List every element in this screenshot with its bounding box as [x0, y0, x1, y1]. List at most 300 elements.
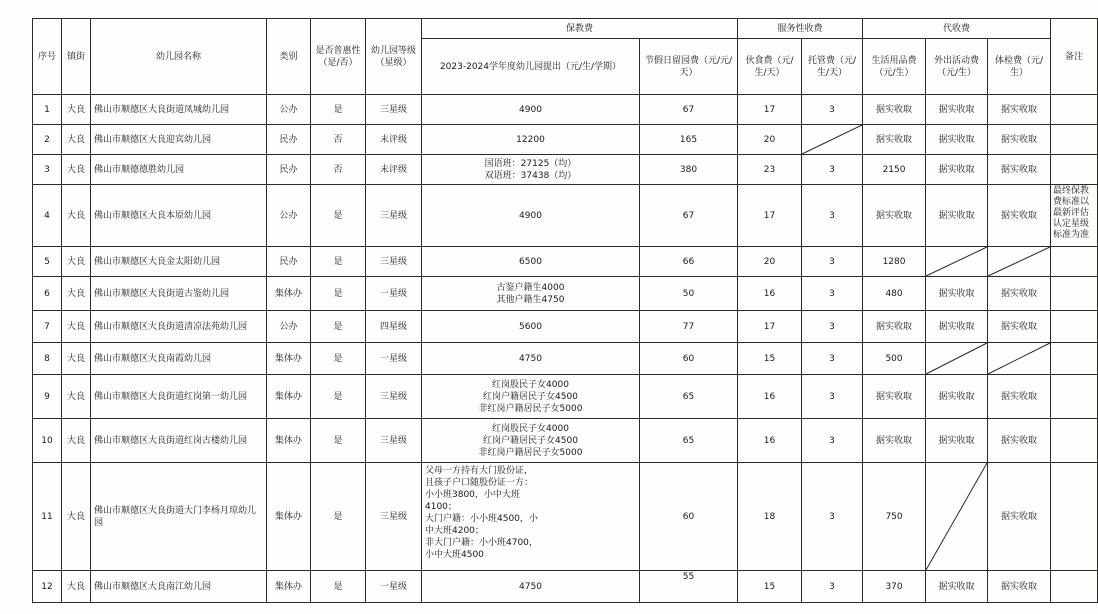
cell-type — [267, 571, 311, 603]
cell-grade — [366, 277, 422, 311]
cell-town — [62, 311, 91, 343]
cell-note — [1051, 311, 1098, 343]
supplies-text: 据实收取 — [876, 104, 913, 115]
outing-text: 据实收取 — [938, 164, 975, 175]
type-text: 公办 — [279, 104, 298, 115]
cell-town — [62, 277, 91, 311]
cell-grade — [366, 571, 422, 603]
checkup-text: 据实收取 — [1001, 288, 1038, 299]
cell-type — [267, 419, 311, 463]
type-text: 集体办 — [274, 288, 302, 299]
inclusive-text: 否 — [333, 164, 343, 175]
meal-text: 15 — [763, 353, 776, 364]
supplies-text: 据实收取 — [876, 391, 913, 402]
header-holiday-fee: 节假日留园费（元/元/天） — [640, 39, 738, 95]
cell-supplies — [863, 343, 926, 375]
cell-name — [91, 311, 267, 343]
outing-text: 据实收取 — [938, 435, 975, 446]
cell-checkup — [988, 375, 1051, 419]
cell-holiday — [640, 247, 738, 277]
cell-meal — [738, 571, 802, 603]
cell-care-fee — [422, 185, 640, 247]
cell-seq — [33, 463, 62, 571]
slash-line — [926, 343, 987, 374]
cell-outing — [926, 463, 988, 571]
cell-care-fee — [422, 419, 640, 463]
cell-inclusive — [311, 463, 366, 571]
header-name: 幼儿园名称 — [91, 19, 267, 95]
meal-text: 20 — [763, 134, 776, 145]
cell-holiday — [640, 95, 738, 125]
cell-name — [91, 185, 267, 247]
care_fee-text: 4900 — [519, 104, 542, 115]
cell-inclusive — [311, 155, 366, 185]
seq-text: 8 — [44, 353, 50, 364]
nap-text: 3 — [829, 435, 835, 446]
name-text: 佛山市顺德区大良街道古鉴幼儿园 — [94, 288, 230, 299]
cell-checkup — [988, 185, 1051, 247]
header-town: 镇街 — [62, 19, 91, 95]
cell-nap — [802, 185, 863, 247]
nap-text: 3 — [829, 164, 835, 175]
cell-nap — [802, 125, 863, 155]
type-text: 公办 — [279, 321, 298, 332]
table-row — [33, 95, 1098, 125]
slash-line — [802, 125, 862, 154]
town-text: 大良 — [66, 134, 85, 145]
seq-text: 2 — [44, 134, 50, 145]
cell-nap — [802, 419, 863, 463]
header-grade: 幼儿园等级（星级） — [366, 19, 422, 95]
header-nap: 托管费（元/生/天） — [802, 39, 863, 95]
cell-town — [62, 375, 91, 419]
header-care-fee: 2023-2024学年度幼儿园提出（元/生/学期） — [422, 39, 640, 95]
outing-text: 据实收取 — [938, 288, 975, 299]
cell-nap — [802, 247, 863, 277]
table-row — [33, 125, 1098, 155]
seq-text: 7 — [44, 321, 50, 332]
cell-grade — [366, 419, 422, 463]
cell-grade — [366, 311, 422, 343]
cell-town — [62, 125, 91, 155]
type-text: 公办 — [279, 210, 298, 221]
town-text: 大良 — [66, 321, 85, 332]
cell-meal — [738, 375, 802, 419]
inclusive-text: 否 — [333, 134, 343, 145]
cell-supplies — [863, 375, 926, 419]
care_fee-text: 国语班：27125（均） 双语班：37438（均） — [484, 158, 577, 181]
cell-outing — [926, 311, 988, 343]
cell-supplies — [863, 155, 926, 185]
cell-inclusive — [311, 343, 366, 375]
cell-grade — [366, 375, 422, 419]
holiday-text: 67 — [682, 104, 695, 115]
cell-care-fee — [422, 571, 640, 603]
checkup-text: 据实收取 — [1001, 164, 1038, 175]
name-text: 佛山市顺德区大良街道大门李杨月琼幼儿园 — [94, 505, 257, 528]
cell-checkup — [988, 125, 1051, 155]
cell-seq — [33, 247, 62, 277]
checkup-text: 据实收取 — [1001, 581, 1038, 592]
supplies-text: 2150 — [882, 164, 906, 175]
header-seq: 序号 — [33, 19, 62, 95]
seq-text: 4 — [44, 210, 50, 221]
nap-text: 3 — [829, 321, 835, 332]
cell-holiday — [640, 343, 738, 375]
cell-name — [91, 571, 267, 603]
cell-care-fee — [422, 311, 640, 343]
cell-holiday — [640, 311, 738, 343]
cell-outing — [926, 185, 988, 247]
meal-text: 18 — [763, 511, 776, 522]
cell-holiday — [640, 419, 738, 463]
cell-inclusive — [311, 419, 366, 463]
care_fee-text: 红岗股民子女4000 红岗户籍居民子女4500 非红岗户籍居民子女5000 — [478, 379, 583, 414]
cell-town — [62, 155, 91, 185]
cell-note — [1051, 155, 1098, 185]
care_fee-text: 4750 — [519, 581, 542, 592]
cell-type — [267, 375, 311, 419]
table-row — [33, 277, 1098, 311]
cell-checkup — [988, 311, 1051, 343]
cell-type — [267, 277, 311, 311]
supplies-text: 500 — [885, 353, 903, 364]
supplies-text: 750 — [885, 511, 903, 522]
grade-text: 未评级 — [379, 164, 407, 175]
cell-inclusive — [311, 185, 366, 247]
table-row — [33, 419, 1098, 463]
cell-note — [1051, 247, 1098, 277]
seq-text: 3 — [44, 164, 50, 175]
checkup-text: 据实收取 — [1001, 435, 1038, 446]
cell-note — [1051, 463, 1098, 571]
meal-text: 16 — [763, 288, 776, 299]
holiday-text: 77 — [682, 321, 695, 332]
cell-supplies — [863, 125, 926, 155]
name-text: 佛山市顺德区大良迎宾幼儿园 — [94, 134, 212, 145]
cell-nap — [802, 95, 863, 125]
cell-care-fee — [422, 247, 640, 277]
header-service-group: 服务性收费 — [738, 19, 863, 39]
cell-meal — [738, 277, 802, 311]
checkup-text: 据实收取 — [1001, 210, 1038, 221]
table-row — [33, 343, 1098, 375]
checkup-text: 据实收取 — [1001, 134, 1038, 145]
nap-text: 3 — [829, 288, 835, 299]
cell-meal — [738, 125, 802, 155]
nap-text: 3 — [829, 256, 835, 267]
cell-name — [91, 343, 267, 375]
cell-town — [62, 463, 91, 571]
cell-note — [1051, 571, 1098, 603]
type-text: 集体办 — [274, 391, 302, 402]
care_fee-text: 4750 — [519, 353, 542, 364]
care_fee-text: 古鉴户籍生4000 其他户籍生4750 — [496, 282, 565, 305]
cell-supplies — [863, 571, 926, 603]
inclusive-text: 是 — [333, 104, 343, 115]
cell-type — [267, 247, 311, 277]
meal-text: 17 — [763, 104, 776, 115]
name-text: 佛山市顺德德胜幼儿园 — [94, 164, 185, 175]
cell-checkup — [988, 571, 1051, 603]
cell-meal — [738, 185, 802, 247]
cell-inclusive — [311, 95, 366, 125]
care_fee-text: 5600 — [519, 321, 542, 332]
nap-text: 3 — [829, 511, 835, 522]
town-text: 大良 — [66, 581, 85, 592]
cell-name — [91, 125, 267, 155]
cell-inclusive — [311, 247, 366, 277]
inclusive-text: 是 — [333, 256, 343, 267]
cell-care-fee — [422, 463, 640, 571]
cell-outing — [926, 155, 988, 185]
cell-town — [62, 95, 91, 125]
cell-note — [1051, 125, 1098, 155]
table-row — [33, 185, 1098, 247]
town-text: 大良 — [66, 391, 85, 402]
care_fee-text: 6500 — [519, 256, 542, 267]
cell-holiday — [640, 571, 738, 603]
meal-text: 17 — [763, 210, 776, 221]
cell-outing — [926, 277, 988, 311]
cell-outing — [926, 125, 988, 155]
care_fee-text: 红岗股民子女4000 红岗户籍居民子女4500 非红岗户籍居民子女5000 — [478, 423, 583, 458]
cell-outing — [926, 343, 988, 375]
cell-supplies — [863, 247, 926, 277]
cell-name — [91, 155, 267, 185]
supplies-text: 据实收取 — [876, 435, 913, 446]
outing-text: 据实收取 — [938, 210, 975, 221]
cell-nap — [802, 343, 863, 375]
cell-checkup — [988, 155, 1051, 185]
header-inclusive: 是否普惠性（是/否） — [311, 19, 366, 95]
cell-nap — [802, 463, 863, 571]
seq-text: 10 — [41, 435, 53, 446]
care_fee-text: 4900 — [519, 210, 542, 221]
cell-note — [1051, 277, 1098, 311]
cell-note — [1051, 185, 1098, 247]
cell-supplies — [863, 185, 926, 247]
cell-holiday — [640, 185, 738, 247]
inclusive-text: 是 — [333, 435, 343, 446]
name-text: 佛山市顺德区大良街道红岗古楼幼儿园 — [94, 435, 248, 446]
holiday-text: 60 — [682, 353, 695, 364]
header-outing: 外出活动费（元/生） — [926, 39, 988, 95]
cell-checkup — [988, 277, 1051, 311]
cell-type — [267, 463, 311, 571]
nap-text: 3 — [829, 104, 835, 115]
table-row — [33, 311, 1098, 343]
cell-seq — [33, 311, 62, 343]
cell-checkup — [988, 463, 1051, 571]
grade-text: 三星级 — [379, 104, 407, 115]
town-text: 大良 — [66, 435, 85, 446]
type-text: 集体办 — [274, 353, 302, 364]
cell-grade — [366, 155, 422, 185]
inclusive-text: 是 — [333, 321, 343, 332]
cell-grade — [366, 185, 422, 247]
cell-type — [267, 125, 311, 155]
cell-outing — [926, 419, 988, 463]
cell-supplies — [863, 95, 926, 125]
meal-text: 16 — [763, 391, 776, 402]
header-type: 类别 — [267, 19, 311, 95]
holiday-text: 60 — [682, 511, 695, 522]
cell-nap — [802, 375, 863, 419]
holiday-text: 65 — [682, 435, 695, 446]
type-text: 民办 — [279, 134, 298, 145]
care_fee-text: 12200 — [516, 134, 545, 145]
cell-note — [1051, 95, 1098, 125]
header-checkup: 体检费（元/生） — [988, 39, 1051, 95]
checkup-text: 据实收取 — [1001, 321, 1038, 332]
cell-meal — [738, 155, 802, 185]
cell-checkup — [988, 419, 1051, 463]
cell-checkup — [988, 247, 1051, 277]
type-text: 集体办 — [274, 511, 302, 522]
meal-text: 15 — [763, 581, 776, 592]
inclusive-text: 是 — [333, 581, 343, 592]
outing-text: 据实收取 — [938, 104, 975, 115]
cell-nap — [802, 571, 863, 603]
name-text: 佛山市顺德区大良南江幼儿园 — [94, 581, 212, 592]
cell-grade — [366, 343, 422, 375]
town-text: 大良 — [66, 511, 85, 522]
table-row — [33, 463, 1098, 571]
cell-care-fee — [422, 375, 640, 419]
inclusive-text: 是 — [333, 391, 343, 402]
cell-grade — [366, 247, 422, 277]
cell-type — [267, 95, 311, 125]
meal-text: 23 — [763, 164, 776, 175]
cell-meal — [738, 343, 802, 375]
cell-inclusive — [311, 277, 366, 311]
grade-text: 三星级 — [379, 391, 407, 402]
name-text: 佛山市顺德区大良南霞幼儿园 — [94, 353, 212, 364]
town-text: 大良 — [66, 288, 85, 299]
supplies-text: 1280 — [882, 256, 906, 267]
holiday-text: 55 — [682, 571, 695, 582]
table-body — [33, 95, 1098, 603]
cell-nap — [802, 311, 863, 343]
cell-seq — [33, 571, 62, 603]
cell-outing — [926, 571, 988, 603]
cell-town — [62, 247, 91, 277]
cell-checkup — [988, 95, 1051, 125]
seq-text: 5 — [44, 256, 50, 267]
cell-holiday — [640, 375, 738, 419]
grade-text: 未评级 — [379, 134, 407, 145]
header-collect-group: 代收费 — [863, 19, 1051, 39]
outing-text: 据实收取 — [938, 321, 975, 332]
grade-text: 三星级 — [379, 256, 407, 267]
slash-line — [988, 343, 1050, 374]
cell-checkup — [988, 343, 1051, 375]
cell-holiday — [640, 125, 738, 155]
cell-seq — [33, 185, 62, 247]
inclusive-text: 是 — [333, 210, 343, 221]
cell-supplies — [863, 419, 926, 463]
cell-supplies — [863, 463, 926, 571]
cell-care-fee — [422, 277, 640, 311]
outing-text: 据实收取 — [938, 134, 975, 145]
cell-inclusive — [311, 571, 366, 603]
nap-text: 3 — [829, 391, 835, 402]
cell-care-fee — [422, 125, 640, 155]
nap-text: 3 — [829, 210, 835, 221]
town-text: 大良 — [66, 164, 85, 175]
cell-meal — [738, 419, 802, 463]
cell-outing — [926, 95, 988, 125]
cell-town — [62, 185, 91, 247]
cell-nap — [802, 155, 863, 185]
cell-seq — [33, 155, 62, 185]
cell-seq — [33, 277, 62, 311]
meal-text: 17 — [763, 321, 776, 332]
holiday-text: 380 — [679, 164, 698, 175]
holiday-text: 65 — [682, 391, 695, 402]
holiday-text: 165 — [679, 134, 698, 145]
grade-text: 四星级 — [379, 321, 407, 332]
cell-note — [1051, 343, 1098, 375]
cell-name — [91, 463, 267, 571]
holiday-text: 66 — [682, 256, 695, 267]
inclusive-text: 是 — [333, 288, 343, 299]
cell-name — [91, 375, 267, 419]
name-text: 佛山市顺德区大良街道红岗第一幼儿园 — [94, 391, 248, 402]
checkup-text: 据实收取 — [1001, 511, 1038, 522]
cell-outing — [926, 375, 988, 419]
seq-text: 6 — [44, 288, 50, 299]
checkup-text: 据实收取 — [1001, 104, 1038, 115]
type-text: 集体办 — [274, 435, 302, 446]
outing-text: 据实收取 — [938, 581, 975, 592]
cell-holiday — [640, 277, 738, 311]
header-note: 备注 — [1051, 19, 1098, 95]
header-supplies: 生活用品费（元/生） — [863, 39, 926, 95]
seq-text: 1 — [44, 104, 50, 115]
supplies-text: 480 — [885, 288, 903, 299]
supplies-text: 据实收取 — [876, 210, 913, 221]
care_fee-text: 父母一方持有大门股份证， 且孩子户口随股份证一方： 小小班3800，小中大班 4100； 大门户籍：小小班4500，小 中大班4200； 非大门户籍：小小班4700， 小中大班4500 — [425, 466, 538, 560]
name-text: 佛山市顺德区大良街道凤城幼儿园 — [94, 104, 230, 115]
checkup-text: 据实收取 — [1001, 391, 1038, 402]
cell-grade — [366, 463, 422, 571]
town-text: 大良 — [66, 104, 85, 115]
cell-name — [91, 277, 267, 311]
cell-care-fee — [422, 95, 640, 125]
inclusive-text: 是 — [333, 353, 343, 364]
cell-type — [267, 311, 311, 343]
holiday-text: 67 — [682, 210, 695, 221]
seq-text: 11 — [41, 511, 53, 522]
fee-table-sheet — [32, 18, 1090, 603]
slash-line — [988, 247, 1050, 276]
slash-line — [926, 247, 987, 276]
table-row — [33, 571, 1098, 603]
cell-supplies — [863, 311, 926, 343]
grade-text: 三星级 — [379, 511, 407, 522]
grade-text: 一星级 — [379, 353, 407, 364]
header-meal: 伙食费（元/生/天） — [738, 39, 802, 95]
note-text: 最终保教费标准以最新评估认定星级标准为准 — [1053, 186, 1090, 240]
nap-text: 3 — [829, 581, 835, 592]
supplies-text: 据实收取 — [876, 321, 913, 332]
town-text: 大良 — [66, 210, 85, 221]
cell-type — [267, 343, 311, 375]
type-text: 集体办 — [274, 581, 302, 592]
cell-seq — [33, 125, 62, 155]
